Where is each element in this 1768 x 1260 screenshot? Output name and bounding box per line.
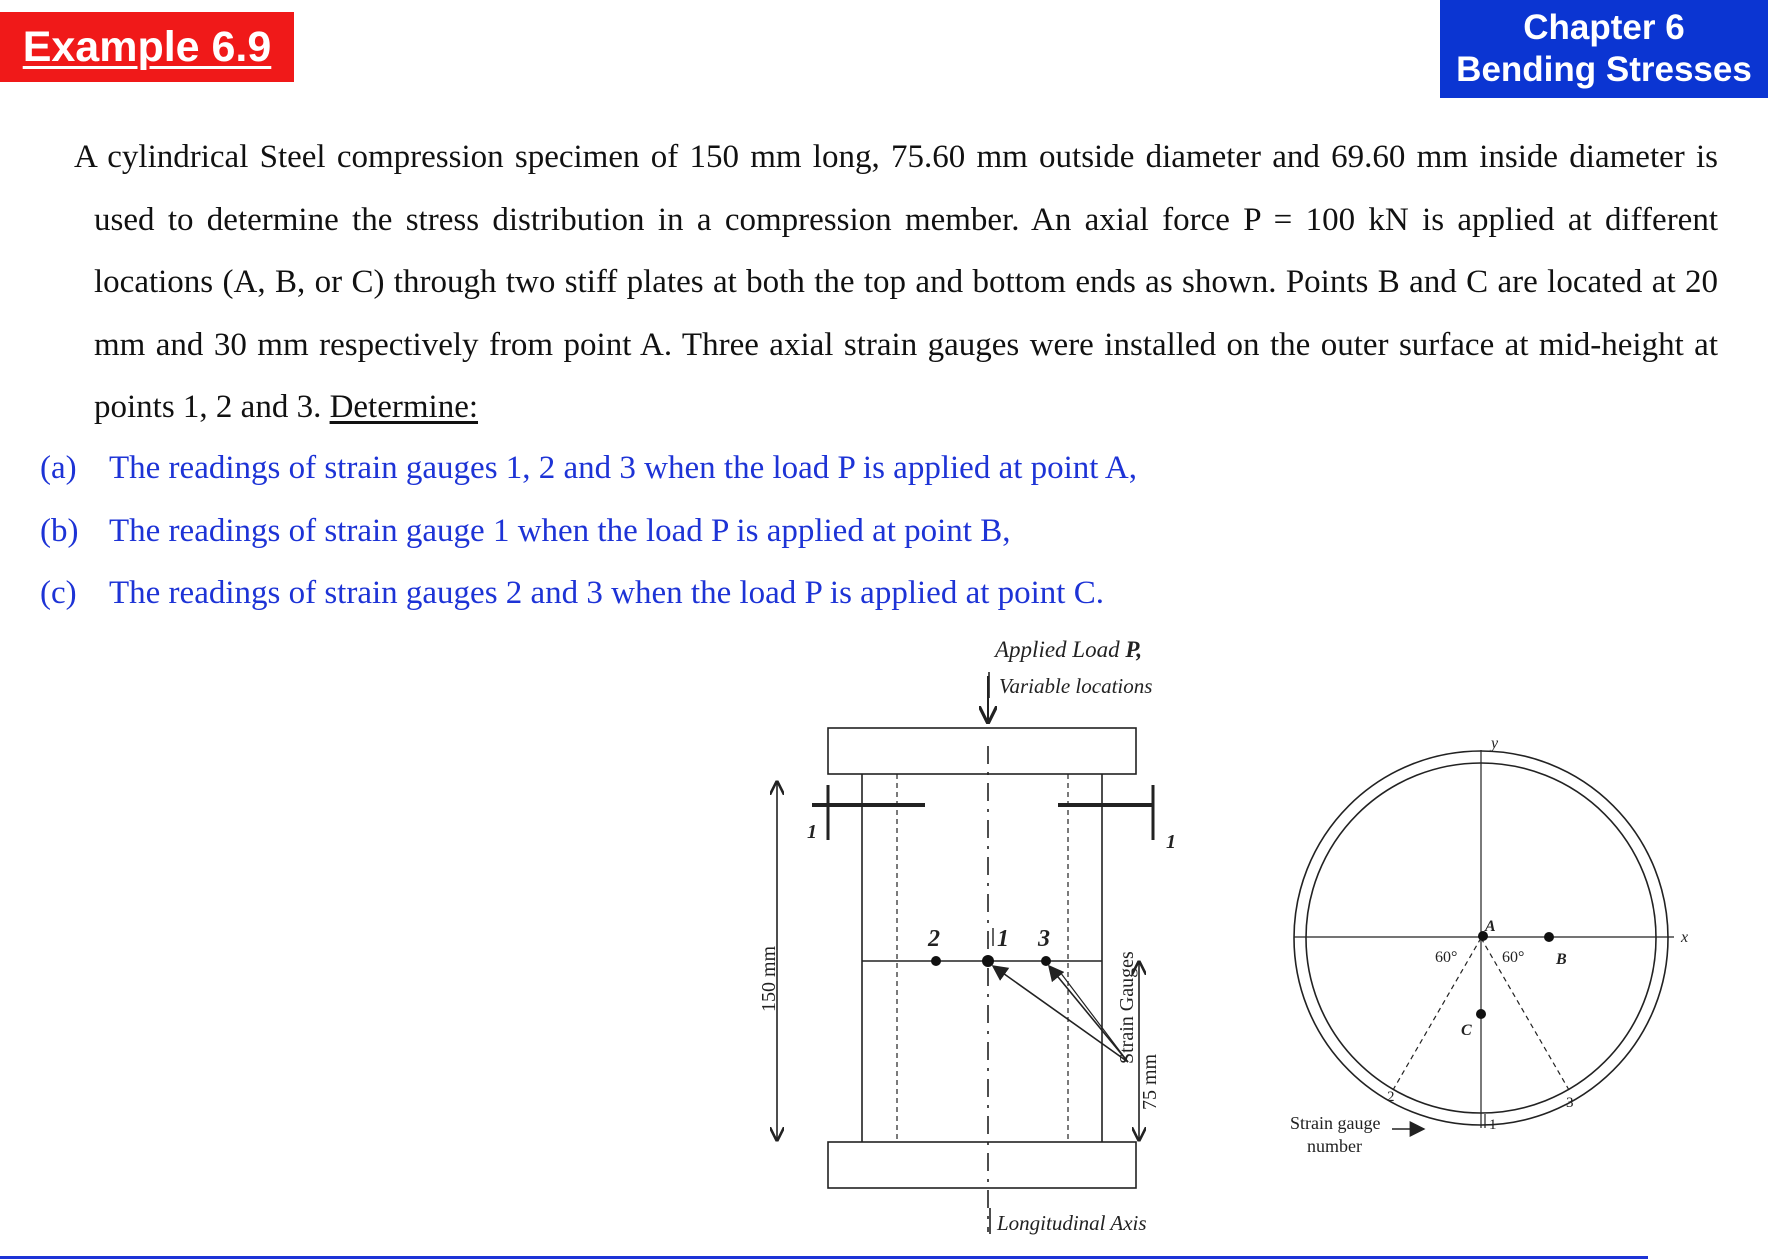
gauge-point-2 [931, 956, 941, 966]
question-text: The readings of strain gauge 1 when the load P is applied at point B, [109, 512, 1011, 549]
gauge-point-1 [982, 955, 994, 967]
question-letter: (c) [40, 575, 77, 611]
section-mark-left: 1 [807, 821, 817, 843]
question-letter: (b) [40, 512, 79, 549]
example-label: Example 6.9 [0, 12, 294, 82]
angle-right-label: 60° [1502, 949, 1525, 966]
point-b-label: B [1556, 951, 1567, 968]
question-b [40, 500, 1340, 563]
determine-label: Determine: [329, 389, 479, 425]
load-label-text: Applied Load [995, 637, 1120, 662]
gauge-caption-line2: number [1307, 1136, 1362, 1156]
angle-left-label: 60° [1435, 949, 1458, 966]
load-label [993, 637, 1142, 662]
specimen-diagram [0, 620, 1768, 1240]
point-b [1544, 932, 1554, 942]
question-text: The readings of strain gauges 1, 2 and 3 when the load P is applied at point A, [109, 450, 1137, 486]
top-plate [828, 728, 1136, 774]
y-axis-label: y [1491, 735, 1499, 752]
bottom-plate [828, 1142, 1136, 1188]
section-gauge-3: 3 [1566, 1095, 1574, 1111]
longitudinal-axis-label: Longitudinal Axis [997, 1211, 1147, 1235]
section-gauge-2: 2 [1387, 1089, 1395, 1105]
problem-text: A cylindrical Steel compression specimen of 150 mm long, 75.60 mm outside diameter and 69.60 mm inside diameter is used to determine the stress distribution in a compression member. An axial force P = 100 kN is applied at different locations (A, B, or C) through two stiff plates at both the top and bottom ends as shown. Points B and C are located at 20 mm and 30 mm respectively from point A. Three axial strain gauges were installed on the outer surface at mid-height at points 1, 2 and 3. [74, 139, 1718, 425]
mid-dimension-label: 75 mm [1139, 1053, 1161, 1110]
question-c [40, 562, 1340, 625]
chapter-number: Chapter 6 [1523, 8, 1685, 47]
load-sub-label: Variable locations [999, 674, 1153, 698]
cross-section-view [1290, 735, 1688, 1156]
x-axis-label: x [1681, 929, 1689, 946]
question-a [40, 437, 1340, 500]
problem-statement [74, 126, 1718, 439]
elevation-view [758, 637, 1176, 1235]
chapter-title: Bending Stresses [1456, 50, 1752, 89]
gauge-point-3 [1041, 956, 1051, 966]
section-mark-right: 1 [1166, 831, 1176, 853]
height-dimension-label: 150 mm [758, 945, 780, 1012]
gauge-label-3: 3 [1038, 926, 1050, 952]
gauge-label-2: 2 [928, 926, 940, 952]
question-text: The readings of strain gauges 2 and 3 when the load P is applied at point C. [109, 575, 1104, 611]
question-letter: (a) [40, 450, 77, 486]
section-gauge-1: 1 [1489, 1117, 1497, 1133]
point-c-label: C [1461, 1022, 1472, 1039]
load-symbol: P, [1125, 637, 1143, 662]
specimen-figure [0, 620, 1768, 1240]
point-c [1476, 1009, 1486, 1019]
bottom-rule [0, 1256, 1648, 1259]
gauge-caption-line1: Strain gauge [1290, 1113, 1381, 1133]
chapter-badge [1440, 0, 1768, 98]
gauge-label-1: 1 [997, 926, 1009, 952]
point-a-label: A [1485, 918, 1496, 935]
strain-gauges-label: Strain Gauges [1116, 951, 1138, 1064]
question-list [40, 437, 1340, 625]
